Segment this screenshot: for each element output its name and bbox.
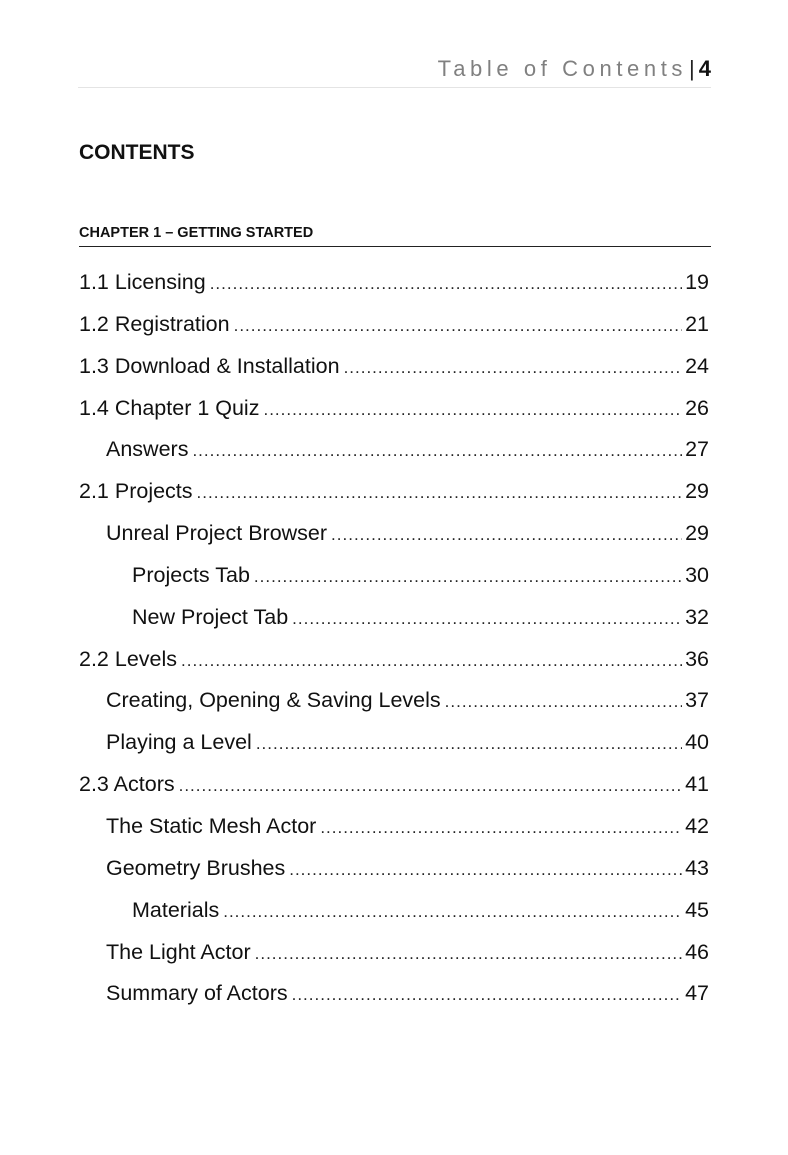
toc-entry-page: 30	[685, 562, 709, 587]
toc-entry-title: Unreal Project Browser	[106, 521, 328, 546]
toc-dot-leader	[344, 347, 683, 389]
toc-entry[interactable]	[79, 890, 709, 932]
toc-entry-page: 19	[685, 270, 709, 294]
toc-entry-page: 47	[685, 981, 709, 1006]
toc-entry-page: 21	[685, 311, 709, 336]
toc-dot-leader	[234, 305, 682, 347]
toc-entry[interactable]	[79, 680, 709, 722]
toc-entry[interactable]	[79, 973, 709, 1015]
toc-dot-leader	[223, 891, 682, 933]
toc-entry-title: Geometry Brushes	[106, 855, 286, 880]
toc-entry[interactable]	[79, 471, 709, 513]
toc-entry-page: 36	[685, 646, 709, 671]
toc-entry-page: 32	[685, 604, 709, 629]
toc-dot-leader	[179, 765, 682, 807]
toc-entry-page: 40	[685, 730, 709, 755]
toc-entry[interactable]	[79, 346, 709, 388]
toc-entry[interactable]	[79, 429, 709, 471]
toc-entry[interactable]	[79, 555, 709, 597]
toc-entry-page: 41	[685, 772, 709, 797]
toc-entry-title: 2.2 Levels	[79, 646, 178, 671]
toc-entry-title: 2.3 Actors	[79, 772, 175, 797]
toc-entry[interactable]	[79, 304, 709, 346]
toc-entry-title: The Static Mesh Actor	[106, 813, 317, 838]
toc-entry-page: 37	[685, 688, 709, 713]
toc-entry[interactable]	[79, 388, 709, 430]
toc-entry-title: 1.4 Chapter 1 Quiz	[79, 395, 260, 420]
toc-entry-page: 24	[685, 353, 709, 378]
toc-entry-title: Creating, Opening & Saving Levels	[106, 688, 441, 713]
toc-dot-leader	[263, 389, 682, 431]
toc-entry-title: 1.3 Download & Installation	[79, 353, 340, 378]
toc-dot-leader	[331, 514, 682, 556]
toc-entry[interactable]	[79, 597, 709, 639]
toc-dot-leader	[210, 263, 682, 305]
running-header-separator: |	[689, 56, 695, 81]
toc-entry-title: New Project Tab	[132, 604, 289, 629]
toc-entry-title: Answers	[106, 437, 189, 462]
toc-entry-page: 43	[685, 855, 709, 880]
toc-list	[79, 262, 709, 1015]
toc-entry[interactable]	[79, 806, 709, 848]
toc-dot-leader	[255, 933, 682, 975]
toc-entry-title: 2.1 Projects	[79, 479, 193, 504]
toc-dot-leader	[289, 849, 682, 891]
toc-entry[interactable]	[79, 513, 709, 555]
toc-entry-title: Projects Tab	[132, 562, 250, 587]
toc-dot-leader	[256, 723, 682, 765]
toc-entry[interactable]	[79, 262, 709, 304]
running-header-title: Table of Contents	[437, 56, 688, 81]
page-number: 4	[698, 56, 711, 81]
toc-entry-page: 26	[685, 395, 709, 420]
toc-entry-title: Playing a Level	[106, 730, 252, 755]
contents-heading: CONTENTS	[79, 141, 195, 164]
toc-entry-title: The Light Actor	[106, 939, 251, 964]
toc-entry-page: 29	[685, 521, 709, 546]
toc-entry[interactable]	[79, 932, 709, 974]
chapter-heading: CHAPTER 1 – GETTING STARTED	[79, 223, 711, 247]
toc-entry-page: 42	[685, 813, 709, 838]
toc-entry-title: Materials	[132, 897, 220, 922]
toc-entry[interactable]	[79, 764, 709, 806]
toc-entry-title: 1.2 Registration	[79, 311, 230, 336]
toc-dot-leader	[320, 807, 682, 849]
toc-dot-leader	[445, 681, 682, 723]
toc-dot-leader	[192, 430, 682, 472]
running-header	[78, 55, 711, 88]
toc-entry-title: 1.1 Licensing	[79, 270, 206, 294]
toc-dot-leader	[254, 556, 682, 598]
toc-entry-page: 27	[685, 437, 709, 462]
toc-dot-leader	[292, 974, 682, 1016]
toc-dot-leader	[181, 640, 682, 682]
toc-entry[interactable]	[79, 639, 709, 681]
toc-entry-title: Summary of Actors	[106, 981, 288, 1006]
toc-entry-page: 45	[685, 897, 709, 922]
toc-dot-leader	[197, 472, 683, 514]
toc-entry[interactable]	[79, 722, 709, 764]
toc-dot-leader	[292, 598, 682, 640]
toc-entry[interactable]	[79, 848, 709, 890]
toc-entry-page: 29	[685, 479, 709, 504]
toc-entry-page: 46	[685, 939, 709, 964]
